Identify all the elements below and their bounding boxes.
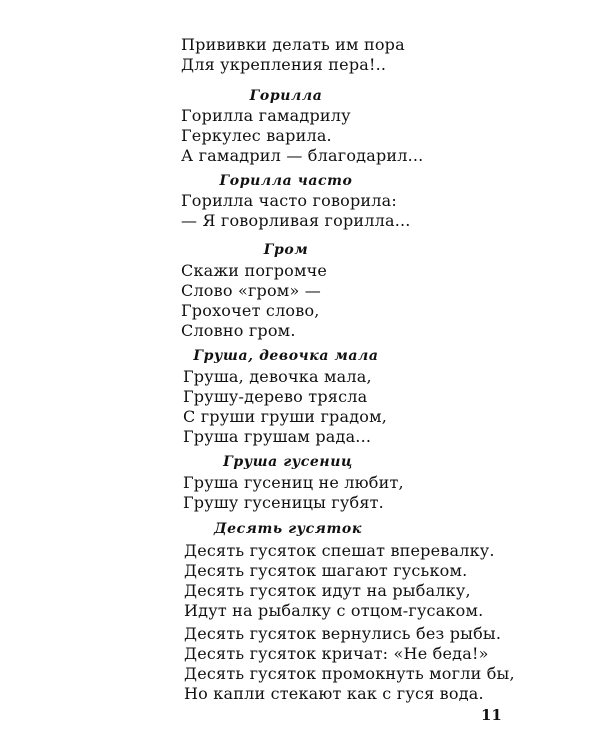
poem-line: Горилла гамадрилу [181,106,351,125]
poem-line: Грохочет слово, [181,301,320,320]
poem-line: — Я говорливая горилла... [181,211,411,230]
poem-line: Но капли стекают как с гуся вода. [184,684,484,703]
poem-line: Десять гусяток идут на рыбалку, [184,581,471,600]
intro-line: Прививки делать им пора [181,35,405,54]
poem-line: Десять гусяток шагают гуськом. [184,561,468,580]
poem-line: Десять гусяток промокнуть могли бы, [184,664,515,683]
poem-line: Словно гром. [181,321,296,340]
poem-line: Десять гусяток спешат вперевалку. [184,541,495,560]
poem-title: Груша гусениц [223,454,353,470]
poem-title: Десять гусяток [214,521,362,537]
poem-title: Груша, девочка мала [193,348,379,364]
page-number: 11 [481,706,502,724]
poem-line: Десять гусяток кричат: «Не беда!» [184,644,489,663]
poem-line: Груша гусениц не любит, [183,473,404,492]
poem-line: С груши груши градом, [183,407,388,426]
poem-line: Горилла часто говорила: [181,191,397,210]
poem-line: А гамадрил — благодарил... [181,146,424,165]
poem-line: Десять гусяток вернулись без рыбы. [184,624,502,643]
poem-line: Груша, девочка мала, [183,367,372,386]
poem-line: Скажи погромче [181,261,328,280]
poem-title: Горилла [249,88,323,104]
poem-line: Грушу гусеницы губят. [183,493,384,512]
poem-line: Геркулес варила. [181,126,332,145]
poem-title: Гром [263,242,309,258]
poem-line: Груша грушам рада... [183,427,372,446]
poem-line: Грушу-дерево трясла [183,387,368,406]
poem-line: Слово «гром» — [181,281,321,300]
poem-line: Идут на рыбалку с отцом-гусаком. [184,601,484,620]
poem-title: Горилла часто [219,173,353,189]
intro-line: Для укрепления пера!.. [181,55,387,74]
